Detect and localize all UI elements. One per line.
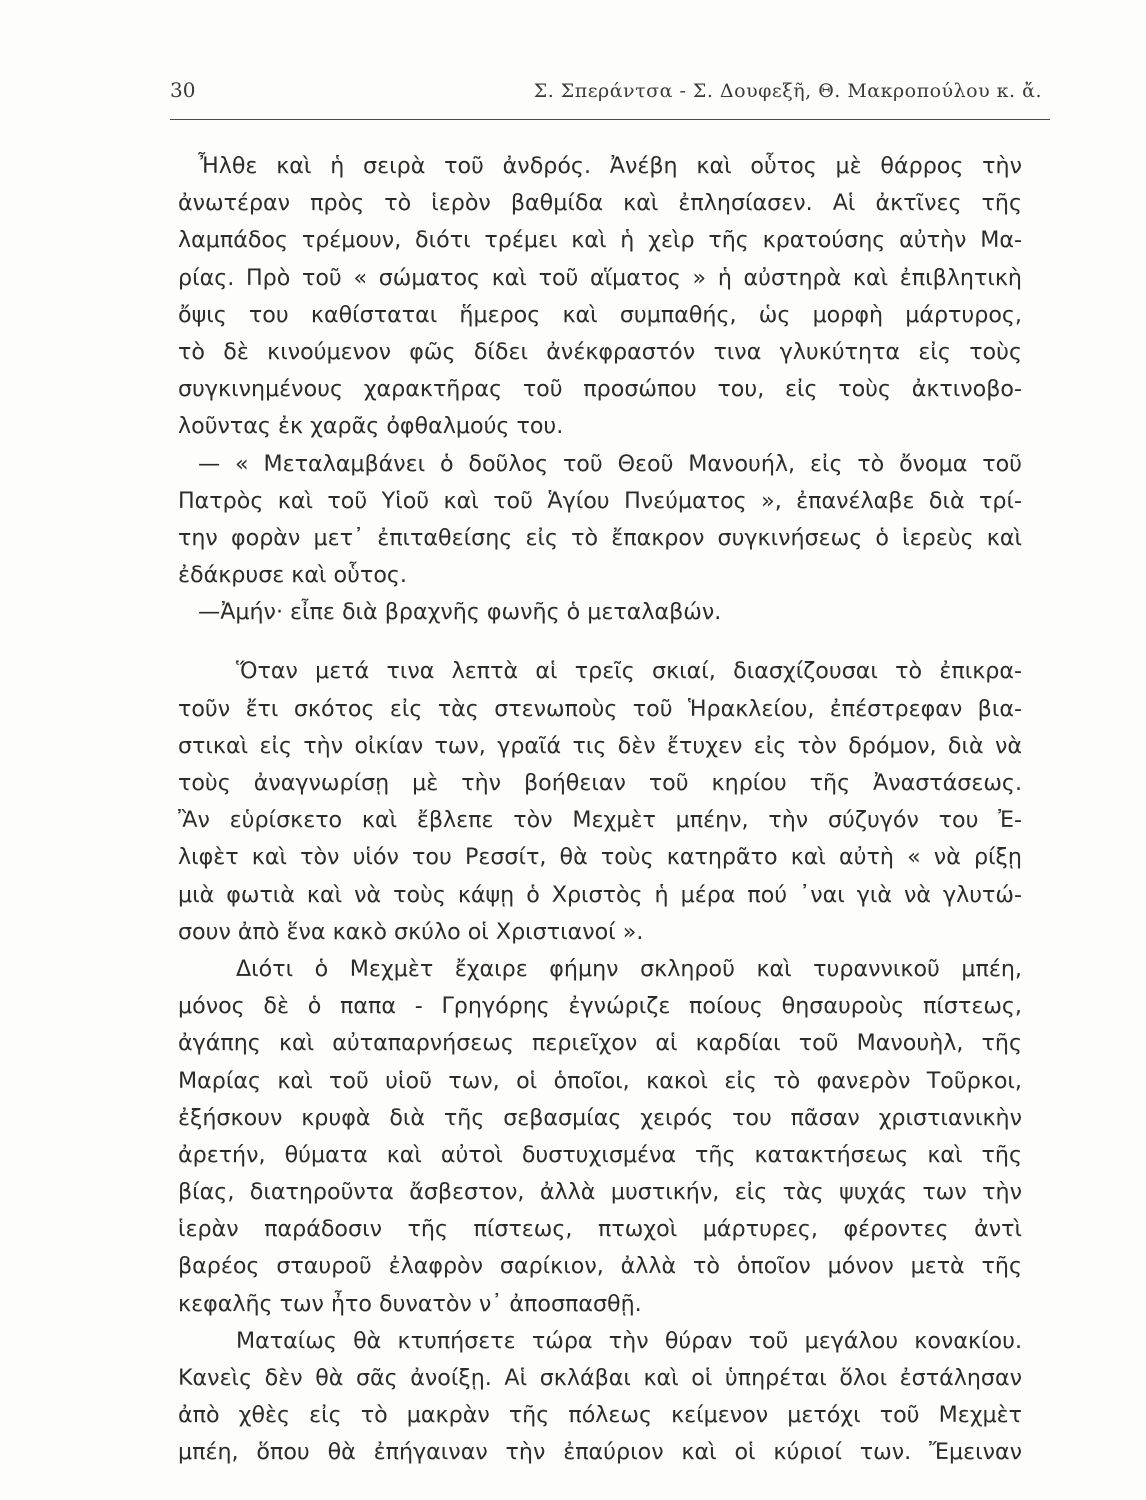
text-line: Μαρίας καὶ τοῦ υἱοῦ των, οἱ ὁποῖοι, κακοὶ εἰς τὸ φανερὸν Τοῦρκοι, (178, 1067, 1022, 1094)
running-head (170, 78, 1042, 114)
body-text (178, 148, 1022, 1472)
text-line: κεφαλῆς των ἦτο δυνατὸν ν᾽ ἀποσπασθῇ. (178, 1290, 642, 1317)
text-line: μπέη, ὅπου θὰ ἐπήγαιναν τὴν ἐπαύριον καὶ οἱ κύριοί των. Ἔμειναν (178, 1439, 1022, 1466)
text-line: ἀγάπης καὶ αὐταπαρνήσεως περιεῖχον αἱ καρδίαι τοῦ Μανουὴλ, τῆς (178, 1030, 1022, 1057)
text-line: Πατρὸς καὶ τοῦ Υἱοῦ καὶ τοῦ Ἁγίου Πνεύματος », ἐπανέλαβε διὰ τρί- (178, 487, 1022, 514)
text-line: μιὰ φωτιὰ καὶ νὰ τοὺς κάψῃ ὁ Χριστὸς ἡ μέρα πού ᾽ναι γιὰ νὰ γλυτώ- (178, 881, 1022, 908)
text-line: Ματαίως θὰ κτυπήσετε τώρα τὴν θύραν τοῦ μεγάλου κονακίου. (236, 1327, 1022, 1354)
paragraph (178, 594, 1022, 631)
section-gap (178, 631, 1022, 653)
paragraph (178, 653, 1022, 951)
text-line: ὄψις του καθίσταται ἥμερος καὶ συμπαθής, ὡς μορφὴ μάρτυρος, (178, 301, 1022, 328)
text-line: ἀνωτέραν πρὸς τὸ ἱερὸν βαθμίδα καὶ ἐπλησίασεν. Αἱ ἀκτῖνες τῆς (178, 190, 1022, 217)
text-line: ρίας. Πρὸ τοῦ « σώματος καὶ τοῦ αἵματος » ἡ αὐστηρὰ καὶ ἐπιβλητικὴ (178, 264, 1022, 291)
running-head-title: Σ. Σπεράντσα - Σ. Δουφεξῆ, Θ. Μακροπούλου κ. ἄ. (533, 80, 1042, 102)
text-line: λιφὲτ καὶ τὸν υἱόν του Ρεσσίτ, θὰ τοὺς κατηρᾶτο καὶ αὐτὴ « νὰ ρίξῃ (178, 844, 1022, 871)
text-line: ἀπὸ χθὲς εἰς τὸ μακρὰν τῆς πόλεως κείμενον μετόχι τοῦ Μεχμὲτ (178, 1402, 1022, 1429)
text-line: ἀρετήν, θύματα καὶ αὐτοὶ δυστυχισμένα τῆς κατακτήσεως καὶ τῆς (178, 1141, 1022, 1168)
text-line: Ἦλθε καὶ ἡ σειρὰ τοῦ ἀνδρός. Ἀνέβη καὶ οὗτος μὲ θάρρος τὴν (198, 153, 1022, 179)
text-line: —Ἀμήν· εἶπε διὰ βραχνῆς φωνῆς ὁ μεταλαβών. (198, 599, 722, 626)
text-line: τοῦν ἔτι σκότος εἰς τὰς στενωποὺς τοῦ Ἡρακλείου, ἐπέστρεφαν βια- (178, 695, 1022, 722)
text-line: Ἂν εὑρίσκετο καὶ ἔβλεπε τὸν Μεχμὲτ μπέην, τὴν σύζυγόν του Ἐ- (178, 807, 1022, 834)
text-line: λοῦντας ἐκ χαρᾶς ὀφθαλμούς του. (178, 413, 564, 440)
text-line: Κανεὶς δὲν θὰ σᾶς ἀνοίξῃ. Αἱ σκλάβαι καὶ οἱ ὑπηρέται ὅλοι ἐστάλησαν (178, 1365, 1022, 1391)
text-line: βαρέος σταυροῦ ἐλαφρὸν σαρίκιον, ἀλλὰ τὸ ὁποῖον μόνον μετὰ τῆς (178, 1253, 1022, 1280)
text-line: ἱερὰν παράδοσιν τῆς πίστεως, πτωχοὶ μάρτυρες, φέροντες ἀντὶ (178, 1216, 1022, 1243)
text-line: τοὺς ἀναγνωρίσῃ μὲ τὴν βοήθειαν τοῦ κηρίου τῆς Ἀναστάσεως. (178, 770, 1022, 796)
paragraph (178, 446, 1022, 595)
text-line: σουν ἀπὸ ἕνα κακὸ σκύλο οἱ Χριστιανοί ». (178, 918, 644, 945)
paragraph (178, 1323, 1022, 1472)
text-line: Διότι ὁ Μεχμὲτ ἔχαιρε φήμην σκληροῦ καὶ τυραννικοῦ μπέη, (236, 955, 1022, 982)
text-line: ἐδάκρυσε καὶ οὗτος. (178, 562, 407, 589)
text-line: ἐξήσκουν κρυφὰ διὰ τῆς σεβασμίας χειρός του πᾶσαν χριστιανικὴν (178, 1104, 1022, 1131)
text-line: μόνος δὲ ὁ παπα - Γρηγόρης ἐγνώριζε ποίους θησαυροὺς πίστεως, (178, 993, 1022, 1020)
paragraph (178, 951, 1022, 1323)
text-line: την φορὰν μετ᾽ ἐπιταθείσης εἰς τὸ ἔπακρον συγκινήσεως ὁ ἱερεὺς καὶ (178, 524, 1022, 551)
text-line: τὸ δὲ κινούμενον φῶς δίδει ἀνέκφραστόν τινα γλυκύτητα εἰς τοὺς (178, 338, 1022, 365)
text-line: στικαὶ εἰς τὴν οἰκίαν των, γραῖά τις δὲν ἔτυχεν εἰς τὸν δρόμον, διὰ νὰ (178, 732, 1022, 759)
text-line: Ὅταν μετά τινα λεπτὰ αἱ τρεῖς σκιαί, διασχίζουσαι τὸ ἐπικρα- (236, 658, 1022, 685)
header-rule (170, 119, 1050, 120)
text-line: λαμπάδος τρέμουν, διότι τρέμει καὶ ἡ χεὶρ τῆς κρατούσης αὐτὴν Μα- (178, 227, 1022, 254)
text-line: συγκινημένους χαρακτῆρας τοῦ προσώπου του, εἰς τοὺς ἀκτινοβο- (178, 376, 1022, 403)
text-line: — « Μεταλαμβάνει ὁ δοῦλος τοῦ Θεοῦ Μανουήλ, εἰς τὸ ὄνομα τοῦ (198, 450, 1022, 477)
text-line: βίας, διατηροῦντα ἄσβεστον, ἀλλὰ μυστικήν, εἰς τὰς ψυχάς των τὴν (178, 1179, 1022, 1206)
paragraph (178, 148, 1022, 446)
page-number: 30 (170, 78, 196, 102)
